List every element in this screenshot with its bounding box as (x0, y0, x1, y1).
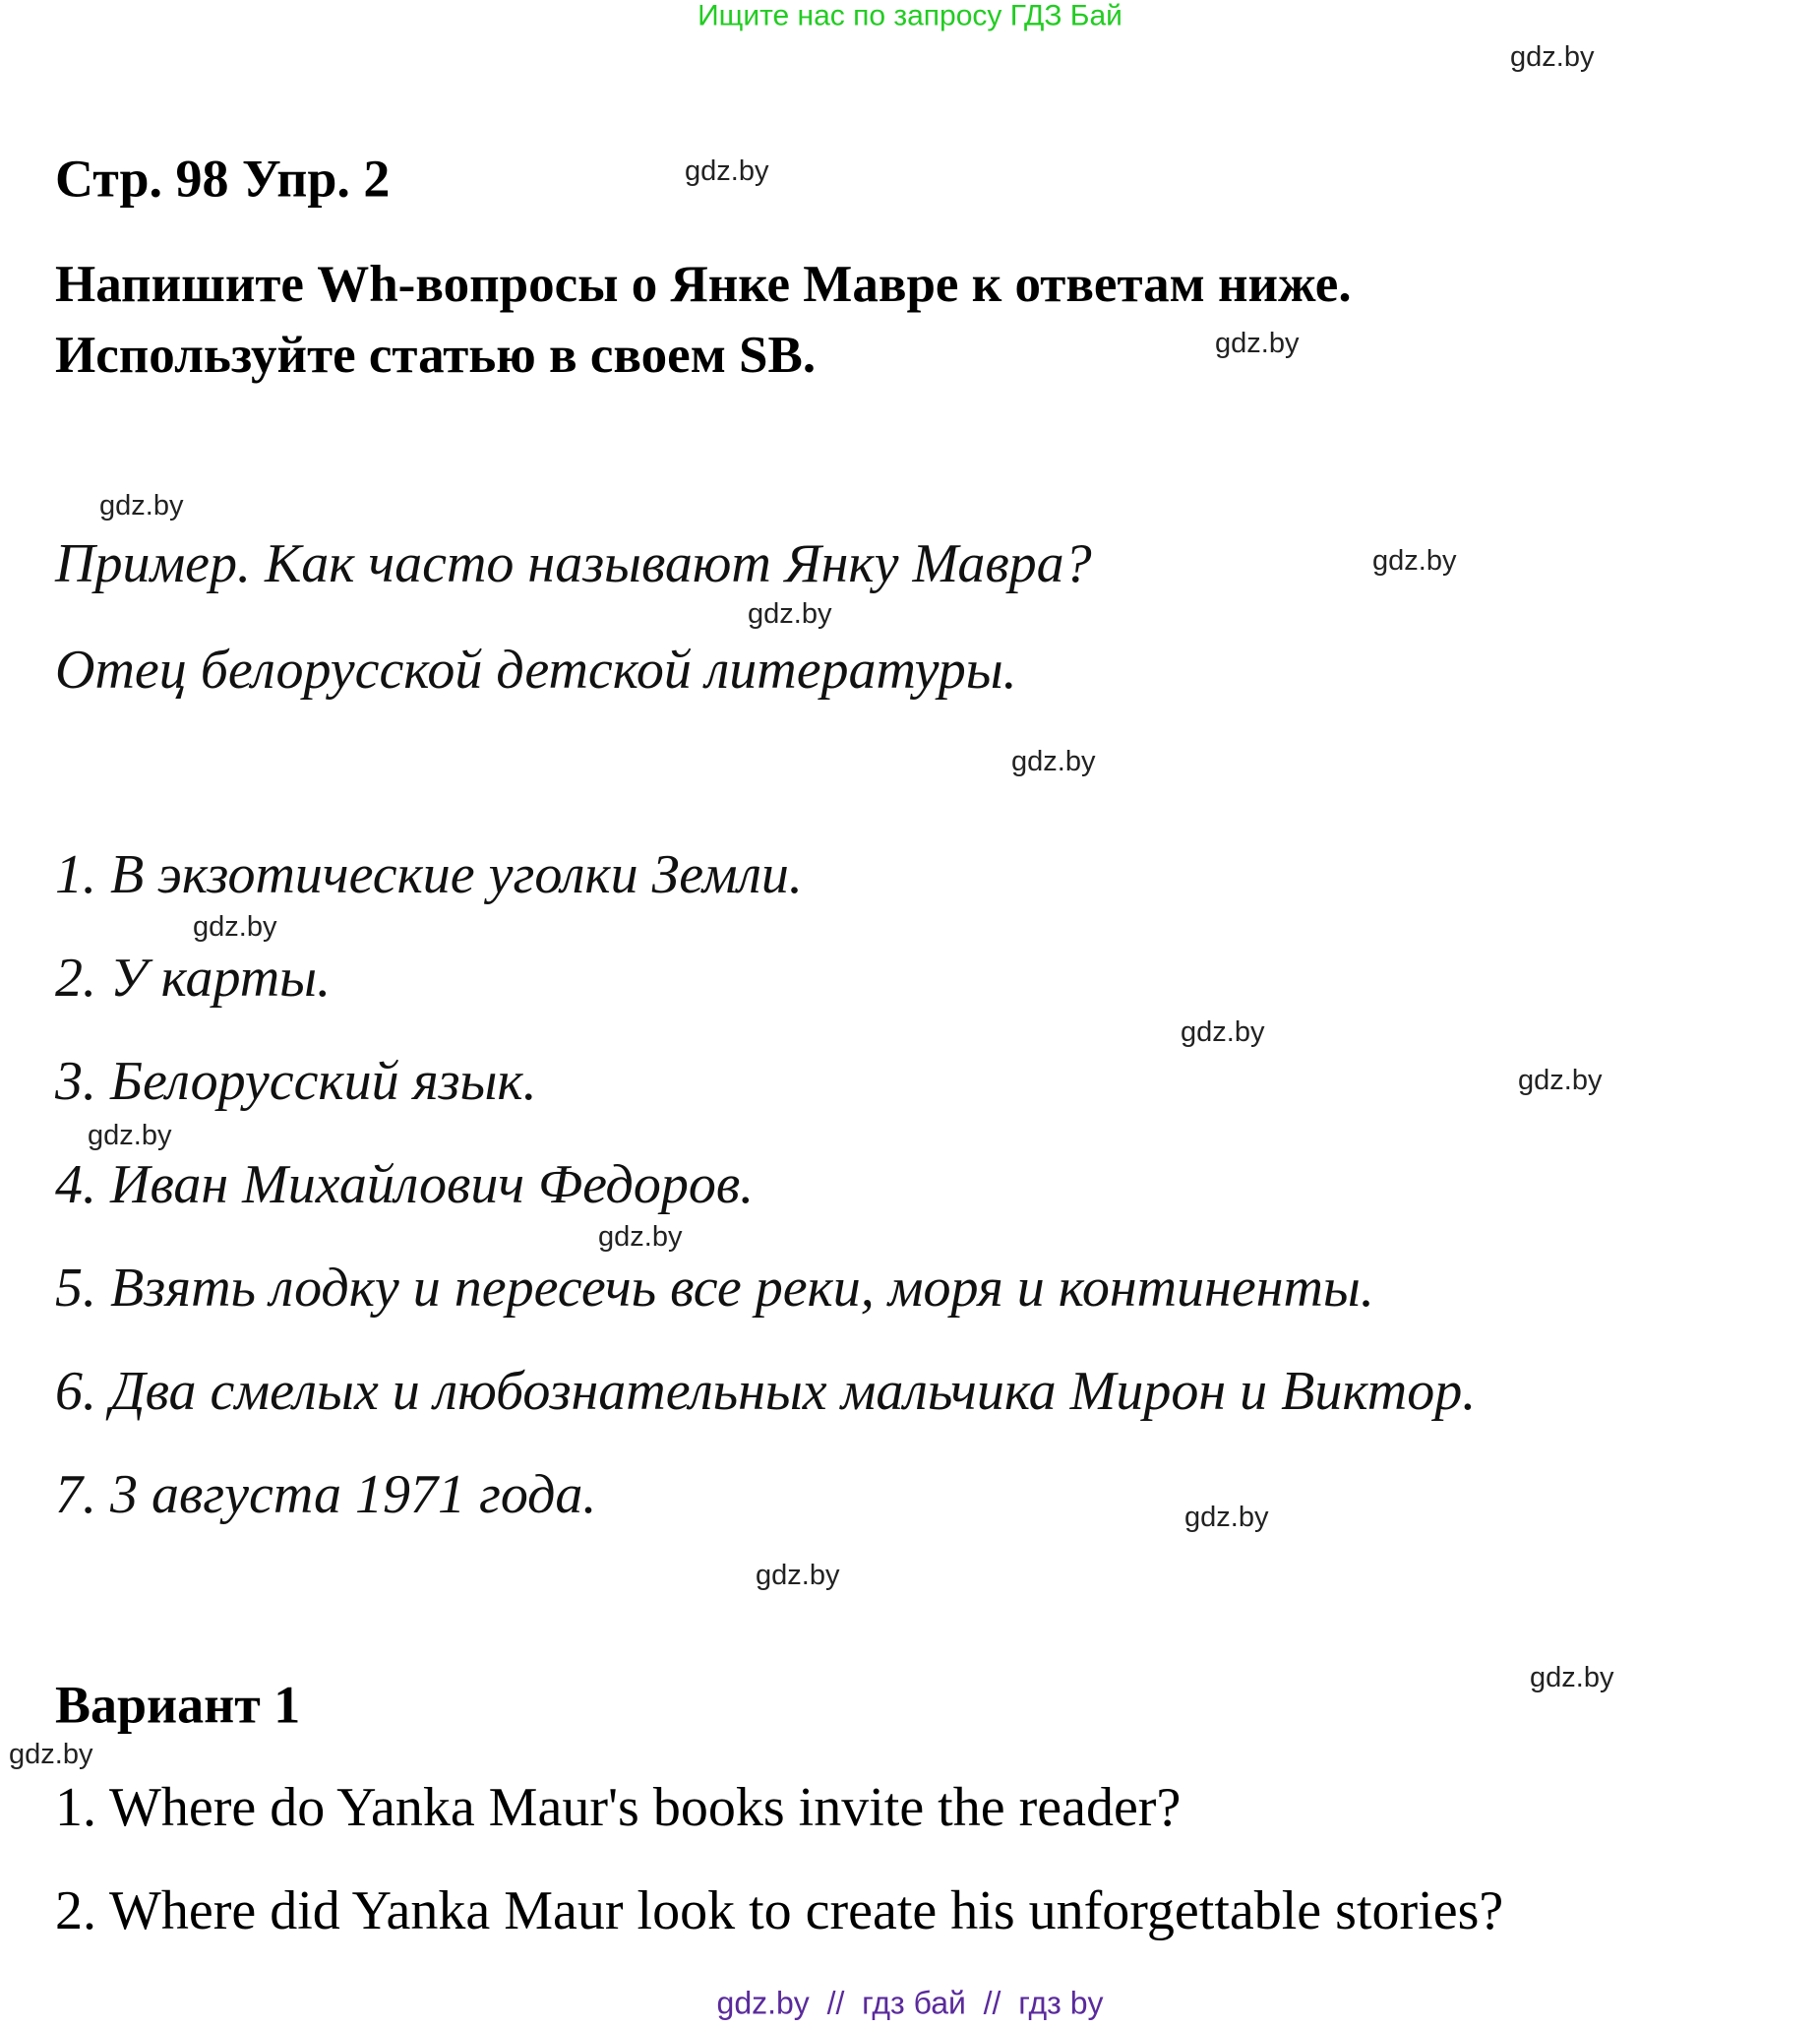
watermark: gdz.by (685, 155, 769, 188)
answer-item: 1. В экзотические уголки Земли. (55, 844, 803, 906)
watermark: gdz.by (756, 1560, 840, 1592)
watermark: gdz.by (88, 1120, 172, 1152)
answer-item: 7. 3 августа 1971 года. (55, 1464, 597, 1526)
task-line-2: Используйте статью в своем SB. (55, 326, 817, 384)
task-line-1: Напишите Wh-вопросы о Янке Мавре к ответам ниже. (55, 255, 1352, 313)
answer-item: 2. У карты. (55, 948, 332, 1010)
footer-links[interactable]: gdz.by // гдз бай // гдз by (716, 1985, 1104, 2021)
watermark: gdz.by (99, 490, 184, 522)
example-answer: Отец белорусской детской литературы. (55, 640, 1017, 702)
watermark: gdz.by (1372, 545, 1457, 578)
watermark: gdz.by (598, 1221, 683, 1254)
watermark: gdz.by (1181, 1016, 1265, 1049)
watermark: gdz.by (1215, 328, 1300, 360)
watermark: gdz.by (1510, 41, 1595, 74)
answer-item: 6. Два смелых и любознательных мальчика Мирон и Виктор. (55, 1361, 1477, 1423)
answer-item: 3. Белорусский язык. (55, 1051, 537, 1113)
watermark: gdz.by (9, 1739, 93, 1771)
watermark: gdz.by (193, 911, 277, 944)
answer-item: 5. Взять лодку и пересечь все реки, моря и континенты. (55, 1258, 1374, 1320)
question-item: 2. Where did Yanka Maur look to create his unforgettable stories? (55, 1880, 1504, 1942)
watermark: gdz.by (1518, 1065, 1603, 1097)
watermark: gdz.by (1530, 1662, 1614, 1694)
search-banner: Ищите нас по запросу ГДЗ Бай (698, 0, 1122, 32)
variant-heading: Вариант 1 (55, 1675, 301, 1735)
question-item: 1. Where do Yanka Maur's books invite the reader? (55, 1777, 1182, 1839)
watermark: gdz.by (748, 598, 832, 631)
watermark: gdz.by (1184, 1502, 1269, 1534)
answer-item: 4. Иван Михайлович Федоров. (55, 1154, 755, 1216)
page-title: Стр. 98 Упр. 2 (55, 149, 391, 209)
watermark: gdz.by (1011, 746, 1096, 778)
example-question: Пример. Как часто называют Янку Мавра? (55, 533, 1092, 595)
